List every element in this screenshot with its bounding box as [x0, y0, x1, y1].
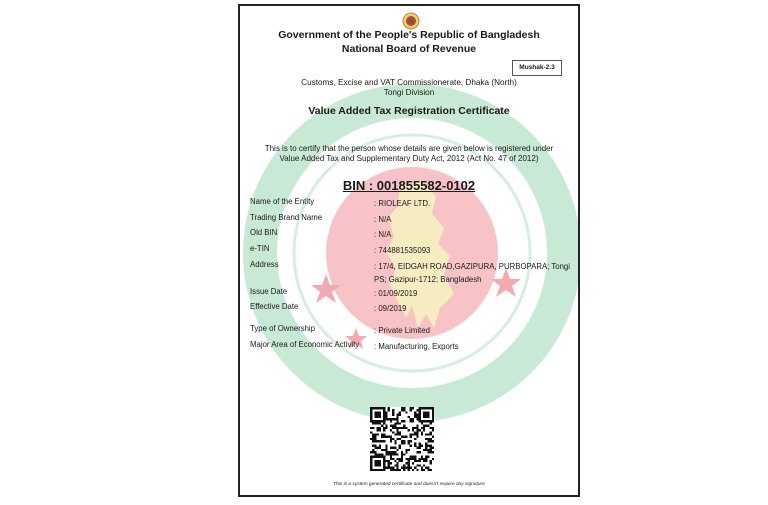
detail-value: : 744881535093	[374, 246, 431, 255]
detail-value: : Private Limited	[374, 326, 430, 335]
detail-label: Name of the Entity	[250, 197, 315, 206]
detail-label: e-TIN	[250, 244, 270, 253]
footer-note: This is a system generated certificate and doesn't require any signature	[333, 482, 485, 487]
detail-label: Old BIN	[250, 228, 278, 237]
detail-value: : 09/2019	[374, 304, 407, 313]
form-code-badge: Mushak-2.3	[512, 60, 562, 76]
detail-value: : 01/09/2019	[374, 289, 418, 298]
detail-label: Issue Date	[250, 287, 288, 296]
qr-code	[370, 407, 434, 471]
detail-label: Major Area of Economic Activity	[250, 340, 360, 349]
certify-statement-line1: This is to certify that the person whose details are given below is registered under	[264, 144, 554, 153]
government-emblem-icon	[400, 12, 422, 30]
certificate-title: Value Added Tax Registration Certificate	[308, 105, 510, 117]
bin-number: BIN : 001855582-0102	[342, 178, 476, 193]
detail-label: Address	[250, 260, 279, 269]
division-name: Tongi Division	[383, 88, 435, 97]
detail-value: : 17/4, EIDGAH ROAD,GAZIPURA, PURBOPARA; Tongi PS; Gazipur-1712; Bangladesh	[374, 262, 570, 284]
detail-value: : N/A	[374, 230, 392, 239]
government-title: Government of the People's Republic of Bangladesh	[278, 29, 540, 41]
detail-label: Type of Ownership	[250, 324, 316, 333]
certify-statement-line2: Value Added Tax and Supplementary Duty Act, 2012 (Act No. 47 of 2012)	[279, 154, 539, 163]
certificate	[238, 4, 580, 497]
commissionerate-name: Customs, Excise and VAT Commissionerate, Dhaka (North)	[301, 78, 517, 87]
detail-value: : RIOLEAF LTD.	[374, 199, 431, 208]
detail-label: Trading Brand Name	[250, 213, 323, 222]
detail-value: : Manufacturing, Exports	[374, 342, 459, 351]
board-title: National Board of Revenue	[341, 43, 477, 55]
detail-value: : N/A	[374, 215, 392, 224]
detail-label: Effective Date	[250, 302, 299, 311]
